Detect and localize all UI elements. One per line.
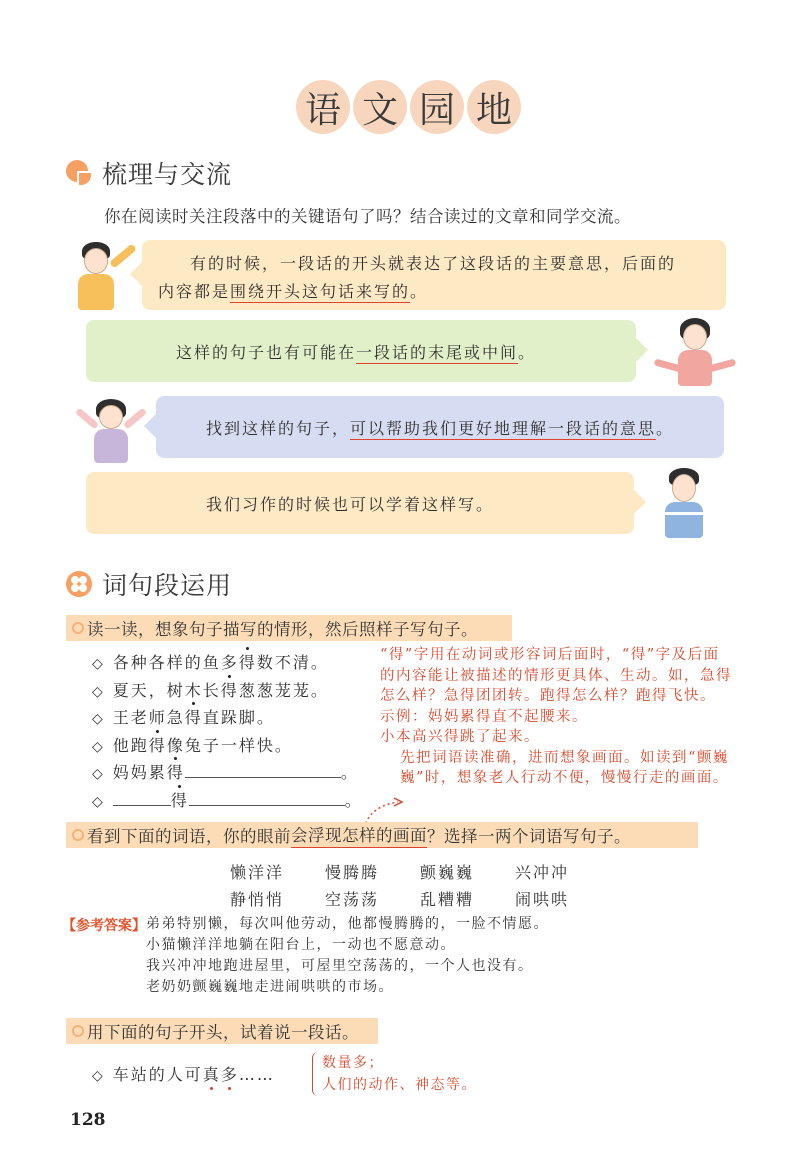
- example-text: 直跺脚。: [202, 708, 275, 727]
- emphasized-de: 得: [185, 705, 203, 732]
- task-instruction-bar: [66, 615, 512, 641]
- fill-in-blank[interactable]: [113, 788, 171, 806]
- emphasized-char: 多: [221, 1062, 239, 1085]
- diamond-bullet-icon: ◇: [92, 656, 105, 672]
- diamond-bullet-icon: ◇: [92, 738, 105, 755]
- word-item: 静悄悄: [230, 890, 285, 909]
- annotation-line: 先把词语读准确，进而想象画面。如读到“颤巍: [400, 749, 729, 766]
- example-text: 王老师急: [112, 708, 185, 727]
- task-instruction-text: 看到下面的词语，你的眼前: [87, 827, 291, 846]
- example-item-fill-in: [92, 760, 363, 788]
- example-text: 他跑: [112, 735, 149, 755]
- reference-answers: [146, 914, 549, 998]
- example-item: [92, 733, 363, 761]
- annotation-line: 示例：妈妈累得直不起腰来。: [380, 708, 588, 725]
- page-number: 128: [70, 1110, 106, 1130]
- pie-chart-icon: [66, 160, 92, 186]
- girl-purple-overalls-illustration: [72, 395, 152, 465]
- word-grid: [230, 860, 610, 910]
- word-item: 空荡荡: [325, 890, 380, 909]
- answer-line: 弟弟特别懒，每次叫他劳动，他都慢腾腾的，一脸不情愿。: [146, 916, 549, 932]
- section-heading-review: [66, 155, 232, 191]
- bubble-text-line: [158, 278, 712, 306]
- annotation-line: 的内容能让被描述的情形更具体、生动。如，急得: [380, 667, 732, 684]
- key-phrase-underline: 会浮现怎样的画面: [291, 822, 427, 848]
- key-sentence-underline: 可以帮助我们更好地理解一段话的意思: [350, 419, 657, 438]
- diamond-bullet-icon: ◇: [92, 1068, 105, 1084]
- annotation-line: 巍”时，想象老人行动不便，慢慢行走的画面。: [400, 770, 729, 786]
- word-item: 闹哄哄: [515, 890, 570, 909]
- annotation-line: 数量多；: [322, 1055, 384, 1071]
- fill-in-blank[interactable]: [189, 788, 345, 806]
- circle-bullet-icon: [72, 829, 84, 841]
- bubble-text: 我们习作的时候也可以学着这样写。: [206, 495, 495, 514]
- word-item: 兴冲冲: [515, 863, 570, 882]
- example-item-fill-in: [92, 788, 363, 816]
- circle-bullet-icon: [72, 1025, 84, 1037]
- word-item: 颤巍巍: [420, 863, 475, 882]
- answer-line: 我兴冲冲地跑进屋里，可屋里空荡荡的，一个人也没有。: [146, 958, 534, 974]
- task-instruction-text: ？选择一两个词语写句子。: [427, 827, 631, 846]
- word-item: 慢腾腾: [325, 863, 380, 882]
- sentence-starter-item: [92, 1062, 275, 1085]
- example-text: 数不清。: [256, 653, 329, 672]
- example-sentence-list: [92, 650, 363, 815]
- girl-pink-dress-illustration: [650, 318, 740, 388]
- word-item: 懒洋洋: [230, 863, 285, 882]
- example-text: 。: [340, 763, 359, 782]
- example-item: [92, 678, 363, 706]
- emphasized-de: 得: [149, 733, 167, 760]
- title-char-circle: 语: [296, 80, 350, 134]
- example-text: 夏天，树木长: [112, 680, 221, 700]
- example-text: 。: [344, 790, 363, 810]
- annotation-line: 小本高兴得跳了起来。: [380, 729, 540, 745]
- section-heading-label: 梳理与交流: [102, 160, 233, 189]
- task-instruction-text: 用下面的句子开头，试着说一段话。: [87, 1023, 359, 1042]
- boy-blue-sweater-illustration: [655, 468, 715, 542]
- intro-text: 你在阅读时关注段落中的关键语句了吗？结合读过的文章和同学交流。: [104, 207, 631, 226]
- circle-bullet-icon: [72, 622, 84, 634]
- sentence-starter-text: 车站的人可: [112, 1065, 203, 1084]
- boy-yellow-sweater-illustration: [72, 240, 136, 312]
- fill-in-blank[interactable]: [185, 760, 341, 778]
- bubble-text: 这样的句子也有可能在: [176, 343, 357, 362]
- answer-line: 老奶奶颤巍巍地走进闹哄哄的市场。: [146, 979, 394, 995]
- section-heading-usage: [66, 566, 232, 602]
- diamond-bullet-icon: ◇: [92, 683, 105, 700]
- diamond-bullet-icon: ◇: [92, 766, 105, 782]
- title-char-circle: 地: [467, 80, 521, 134]
- section-heading-label: 词句段运用: [102, 571, 233, 600]
- flower-icon: [66, 571, 92, 597]
- bubble-text: 。: [410, 282, 429, 301]
- annotation-line: 怎么样？急得团团转。跑得怎么样？跑得飞快。: [380, 688, 716, 704]
- key-sentence-underline: 围绕开头这句话来写的: [230, 282, 411, 301]
- brace-icon: [312, 1052, 320, 1096]
- speech-bubble: [86, 320, 636, 382]
- diamond-bullet-icon: ◇: [92, 793, 105, 810]
- example-item: [92, 705, 363, 733]
- example-item: [92, 650, 363, 678]
- task-instruction-bar: [66, 822, 698, 848]
- title-char-circle: 园: [410, 80, 464, 134]
- teacher-annotation: [322, 1052, 477, 1096]
- emphasized-de: 得: [167, 760, 185, 787]
- emphasized-de: 得: [239, 650, 257, 677]
- reference-answer-tag: 【参考答案】: [62, 918, 146, 934]
- answer-line: 小猫懒洋洋地躺在阳台上，一动也不愿意动。: [146, 937, 456, 953]
- task-instruction-text: 读一读，想象句子描写的情形，然后照样子写句子。: [87, 620, 478, 639]
- bubble-text: 找到这样的句子，: [206, 419, 351, 438]
- key-sentence-underline: 一段话的末尾或中间: [356, 343, 519, 362]
- page-title: [296, 80, 521, 134]
- bubble-text: 。: [656, 419, 675, 438]
- emphasized-de: 得: [171, 788, 189, 815]
- example-text: 像兔子一样快。: [166, 735, 293, 755]
- sentence-starter-text: ……: [238, 1065, 275, 1084]
- speech-bubble: [142, 240, 726, 310]
- bubble-text: 内容都是: [158, 282, 231, 301]
- speech-bubble: [156, 396, 724, 458]
- title-char-circle: 文: [353, 80, 407, 134]
- bubble-text: 。: [518, 343, 537, 362]
- emphasized-de: 得: [221, 678, 239, 705]
- word-item: 乱糟糟: [420, 890, 475, 909]
- diamond-bullet-icon: ◇: [92, 711, 105, 727]
- annotation-line: 人们的动作、神态等。: [322, 1077, 477, 1093]
- teacher-annotation: [380, 645, 732, 789]
- bubble-text-line: 有的时候，一段话的开头就表达了这段话的主要意思，后面的: [190, 254, 677, 273]
- example-text: 各种各样的鱼多: [112, 653, 239, 672]
- emphasized-char: 真: [203, 1062, 221, 1085]
- example-text: 葱葱茏茏。: [238, 680, 329, 700]
- speech-bubble: [86, 472, 634, 534]
- task-instruction-bar: [66, 1018, 378, 1044]
- example-text: 妈妈累: [112, 763, 167, 782]
- annotation-line: “得”字用在动词或形容词后面时，“得”字及后面: [380, 647, 720, 663]
